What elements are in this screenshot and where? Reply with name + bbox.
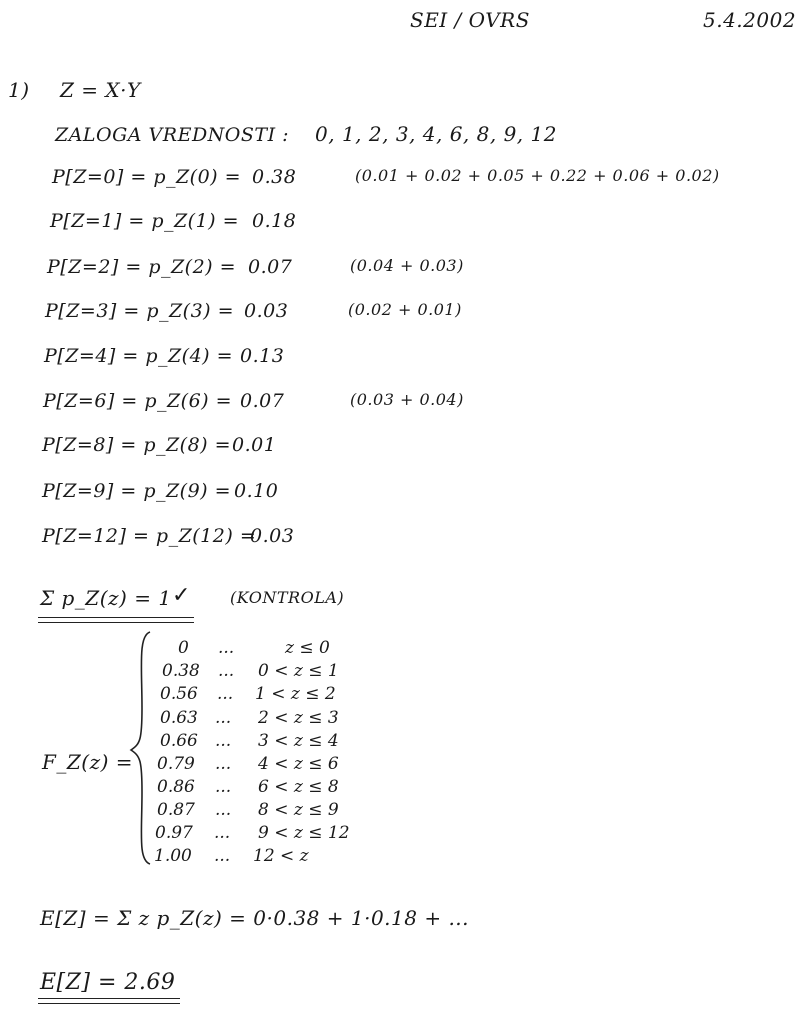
result-underline xyxy=(38,998,180,999)
cdf-condition: z ≤ 0 xyxy=(285,638,330,658)
pmf-note: (0.01 + 0.02 + 0.05 + 0.22 + 0.06 + 0.02) xyxy=(355,166,720,185)
cdf-brace xyxy=(128,628,158,868)
pmf-lhs: P[Z=9] = p_Z(9) = xyxy=(42,480,232,502)
expectation-formula: E[Z] = Σ z p_Z(z) = 0·0.38 + 1·0.18 + ... xyxy=(40,906,470,930)
cdf-value: 0.87 xyxy=(157,800,195,820)
pmf-value: 0.18 xyxy=(252,210,297,232)
result-underline xyxy=(38,1003,180,1004)
pmf-value: 0.07 xyxy=(240,390,285,412)
cdf-condition: 4 < z ≤ 6 xyxy=(258,754,339,774)
pmf-value: 0.01 xyxy=(232,434,277,456)
pmf-lhs: P[Z=12] = p_Z(12) = xyxy=(42,525,257,547)
pmf-value: 0.13 xyxy=(240,345,285,367)
cdf-value: 0.56 xyxy=(160,684,198,704)
pmf-lhs: P[Z=0] = p_Z(0) = xyxy=(52,166,242,188)
course-title: SEI / OVRS xyxy=(410,8,530,32)
cdf-dots: ... xyxy=(215,708,232,728)
cdf-dots: ... xyxy=(215,731,232,751)
pmf-value: 0.07 xyxy=(248,256,293,278)
pmf-lhs: P[Z=4] = p_Z(4) = xyxy=(44,345,234,367)
cdf-value: 0.66 xyxy=(160,731,198,751)
cdf-condition: 8 < z ≤ 9 xyxy=(258,800,339,820)
expectation-result: E[Z] = 2.69 xyxy=(40,970,176,995)
sum-underline xyxy=(38,622,194,623)
pmf-value: 0.10 xyxy=(234,480,279,502)
cdf-condition: 2 < z ≤ 3 xyxy=(258,708,339,728)
pmf-note: (0.02 + 0.01) xyxy=(348,300,462,319)
pmf-lhs: P[Z=1] = p_Z(1) = xyxy=(50,210,240,232)
cdf-value: 0.63 xyxy=(160,708,198,728)
cdf-condition: 9 < z ≤ 12 xyxy=(258,823,350,843)
sum-check-formula: Σ p_Z(z) = 1 xyxy=(40,586,172,610)
problem-number: 1) xyxy=(8,78,30,102)
control-label: (KONTROLA) xyxy=(230,588,345,607)
pmf-value: 0.03 xyxy=(250,525,295,547)
cdf-condition: 6 < z ≤ 8 xyxy=(258,777,339,797)
cdf-condition: 0 < z ≤ 1 xyxy=(258,661,339,681)
date: 5.4.2002 xyxy=(703,8,797,32)
cdf-dots: ... xyxy=(215,754,232,774)
cdf-dots: ... xyxy=(214,846,231,866)
cdf-dots: ... xyxy=(218,638,235,658)
cdf-value: 0.86 xyxy=(157,777,195,797)
pmf-note: (0.04 + 0.03) xyxy=(350,256,464,275)
cdf-dots: ... xyxy=(218,661,235,681)
pmf-lhs: P[Z=2] = p_Z(2) = xyxy=(47,256,237,278)
cdf-label: F_Z(z) = xyxy=(42,750,134,774)
cdf-value: 0.79 xyxy=(157,754,195,774)
check-mark: ✓ xyxy=(172,583,191,608)
cdf-value: 1.00 xyxy=(154,846,192,866)
pmf-value: 0.38 xyxy=(252,166,297,188)
variable-definition: Z = X·Y xyxy=(60,78,141,102)
pmf-value: 0.03 xyxy=(244,300,289,322)
cdf-dots: ... xyxy=(214,823,231,843)
cdf-condition: 12 < z xyxy=(253,846,309,866)
cdf-dots: ... xyxy=(215,777,232,797)
cdf-value: 0.38 xyxy=(162,661,200,681)
pmf-lhs: P[Z=8] = p_Z(8) = xyxy=(42,434,232,456)
sum-underline xyxy=(38,617,194,618)
cdf-condition: 3 < z ≤ 4 xyxy=(258,731,339,751)
range-label: ZALOGA VREDNOSTI : xyxy=(55,124,290,146)
cdf-condition: 1 < z ≤ 2 xyxy=(255,684,336,704)
cdf-dots: ... xyxy=(217,684,234,704)
pmf-note: (0.03 + 0.04) xyxy=(350,390,464,409)
pmf-lhs: P[Z=6] = p_Z(6) = xyxy=(43,390,233,412)
range-values: 0, 1, 2, 3, 4, 6, 8, 9, 12 xyxy=(315,122,557,146)
pmf-lhs: P[Z=3] = p_Z(3) = xyxy=(45,300,235,322)
cdf-value: 0 xyxy=(178,638,189,658)
cdf-value: 0.97 xyxy=(155,823,193,843)
cdf-dots: ... xyxy=(215,800,232,820)
